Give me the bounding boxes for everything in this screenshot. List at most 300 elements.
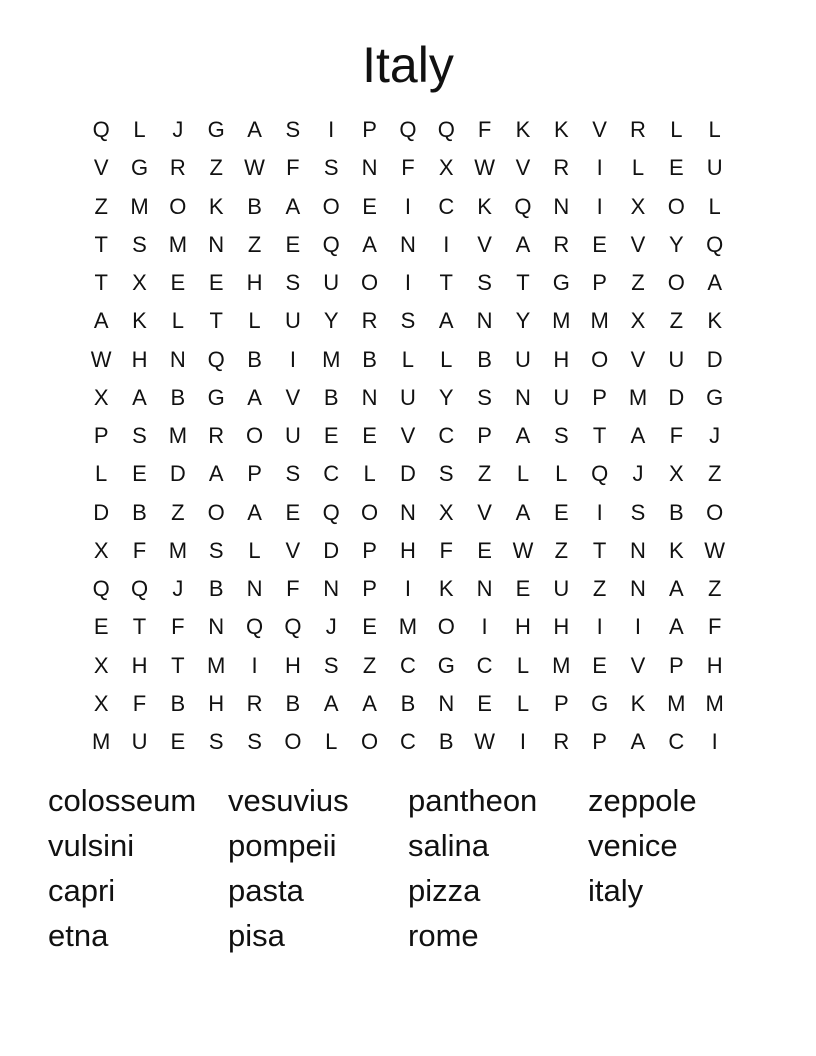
grid-letter: Z xyxy=(669,308,684,334)
grid-letter: Z xyxy=(707,576,722,602)
grid-letter: R xyxy=(553,231,570,257)
grid-letter: P xyxy=(668,652,684,678)
grid-letter: M xyxy=(398,614,418,640)
grid-letter: P xyxy=(592,729,607,755)
grid-letter: V xyxy=(592,117,607,143)
grid-row xyxy=(82,226,734,264)
word-list-item: rome xyxy=(408,918,479,953)
grid-letter: E xyxy=(362,193,377,219)
grid-letter: L xyxy=(708,193,721,219)
grid-letter: H xyxy=(515,614,531,640)
grid-letter: H xyxy=(131,346,148,372)
grid-letter: A xyxy=(438,308,454,334)
grid-letter: P xyxy=(592,270,607,296)
grid-letter: V xyxy=(93,155,109,181)
grid-letter: F xyxy=(439,537,453,563)
grid-letter: R xyxy=(169,155,186,181)
grid-row xyxy=(82,685,734,723)
word-list-item: colosseum xyxy=(48,783,197,818)
grid-letter: N xyxy=(169,346,186,372)
grid-letter: I xyxy=(443,231,450,257)
grid-letter: O xyxy=(361,729,379,755)
word-list-item: vesuvius xyxy=(228,783,349,818)
grid-letter: X xyxy=(630,308,646,334)
grid-letter: X xyxy=(668,461,684,487)
grid-letter: Y xyxy=(438,384,454,410)
grid-letter: I xyxy=(596,155,603,181)
grid-letter: N xyxy=(361,384,378,410)
grid-letter: N xyxy=(208,614,225,640)
grid-letter: A xyxy=(208,461,224,487)
grid-letter: U xyxy=(323,270,340,296)
grid-letter: J xyxy=(172,117,184,143)
grid-letter: P xyxy=(362,117,377,143)
grid-letter: D xyxy=(668,384,685,410)
grid-letter: P xyxy=(553,690,569,716)
grid-letter: U xyxy=(553,576,570,602)
grid-letter: W xyxy=(512,537,534,563)
grid-row xyxy=(82,379,734,417)
grid-row xyxy=(82,608,734,646)
grid-letter: W xyxy=(90,346,112,372)
grid-letter: S xyxy=(247,729,262,755)
grid-letter: L xyxy=(516,461,530,487)
grid-letter: E xyxy=(477,690,492,716)
grid-letter: E xyxy=(132,461,147,487)
grid-letter: A xyxy=(362,690,377,716)
grid-letter: U xyxy=(515,346,531,372)
grid-letter: I xyxy=(481,614,488,640)
grid-letter: Q xyxy=(706,231,724,257)
grid-letter: K xyxy=(707,308,723,334)
grid-letter: N xyxy=(208,231,225,257)
grid-letter: M xyxy=(168,231,188,257)
grid-letter: F xyxy=(132,537,147,563)
grid-letter: W xyxy=(474,155,495,181)
grid-letter: S xyxy=(323,155,339,181)
grid-row xyxy=(82,455,734,493)
grid-letter: N xyxy=(630,576,646,602)
grid-letter: K xyxy=(553,117,569,143)
grid-letter: M xyxy=(552,652,571,678)
grid-letter: S xyxy=(208,537,224,563)
grid-letter: H xyxy=(246,270,263,296)
grid-letter: V xyxy=(630,231,646,257)
grid-letter: L xyxy=(516,690,530,716)
grid-letter: G xyxy=(130,155,149,181)
grid-letter: T xyxy=(516,270,530,296)
grid-row xyxy=(82,570,734,608)
word-list-item: salina xyxy=(408,828,489,863)
grid-letter: D xyxy=(93,499,110,525)
grid-letter: A xyxy=(247,384,262,410)
grid-row xyxy=(82,417,734,455)
grid-letter: D xyxy=(323,537,340,563)
grid-row xyxy=(82,532,734,570)
grid-letter: B xyxy=(285,690,301,716)
grid-letter: I xyxy=(251,652,258,678)
grid-letter: B xyxy=(362,346,377,372)
grid-letter: N xyxy=(438,690,455,716)
grid-letter: U xyxy=(668,346,685,372)
grid-letter: Q xyxy=(92,576,110,602)
grid-letter: I xyxy=(596,499,603,525)
grid-letter: K xyxy=(132,308,147,334)
grid-letter: A xyxy=(132,384,147,410)
grid-letter: O xyxy=(437,614,455,640)
grid-letter: O xyxy=(667,193,685,219)
grid-letter: T xyxy=(171,652,185,678)
grid-letter: Z xyxy=(247,231,262,257)
grid-letter: B xyxy=(477,346,492,372)
grid-letter: H xyxy=(553,346,570,372)
grid-letter: C xyxy=(399,729,416,755)
grid-letter: U xyxy=(399,384,416,410)
grid-letter: C xyxy=(668,729,685,755)
grid-letter: H xyxy=(706,652,723,678)
grid-letter: Z xyxy=(554,537,569,563)
grid-letter: C xyxy=(438,193,455,219)
grid-letter: W xyxy=(704,537,726,563)
grid-letter: X xyxy=(93,537,109,563)
grid-letter: X xyxy=(438,499,454,525)
grid-letter: A xyxy=(630,729,646,755)
page-title: Italy xyxy=(362,37,454,93)
grid-letter: M xyxy=(705,690,724,716)
grid-letter: K xyxy=(668,537,684,563)
grid-letter: O xyxy=(361,270,379,296)
grid-letter: M xyxy=(92,729,111,755)
grid-letter: S xyxy=(400,308,416,334)
grid-letter: M xyxy=(552,308,571,334)
grid-letter: L xyxy=(325,729,338,755)
grid-letter: U xyxy=(284,423,301,449)
grid-letter: A xyxy=(707,270,723,296)
grid-letter: L xyxy=(248,308,261,334)
word-list-item: capri xyxy=(48,873,116,908)
grid-letter: Y xyxy=(515,308,531,334)
grid-letter: A xyxy=(515,499,531,525)
grid-letter: T xyxy=(209,308,223,334)
grid-letter: V xyxy=(285,384,301,410)
grid-letter: X xyxy=(93,690,109,716)
grid-letter: X xyxy=(93,384,109,410)
grid-letter: I xyxy=(404,193,411,219)
grid-letter: J xyxy=(325,614,337,640)
grid-letter: W xyxy=(244,155,265,181)
grid-letter: D xyxy=(706,346,723,372)
grid-letter: C xyxy=(323,461,340,487)
grid-letter: T xyxy=(439,270,453,296)
grid-letter: P xyxy=(362,537,377,563)
grid-letter: I xyxy=(289,346,296,372)
grid-letter: G xyxy=(552,270,570,296)
grid-letter: H xyxy=(284,652,301,678)
grid-letter: E xyxy=(668,155,684,181)
grid-letter: F xyxy=(286,155,300,181)
grid-letter: Q xyxy=(322,231,340,257)
word-list-item: venice xyxy=(588,828,678,863)
grid-letter: A xyxy=(630,423,646,449)
grid-letter: A xyxy=(247,499,262,525)
grid-letter: L xyxy=(631,155,645,181)
grid-letter: U xyxy=(553,384,570,410)
grid-letter: Z xyxy=(707,461,722,487)
grid-letter: E xyxy=(553,499,569,525)
grid-letter: E xyxy=(93,614,109,640)
word-list-item: vulsini xyxy=(48,828,135,863)
grid-row xyxy=(82,341,734,379)
grid-letter: B xyxy=(247,346,262,372)
grid-letter: C xyxy=(399,652,416,678)
grid-letter: B xyxy=(208,576,224,602)
grid-letter: S xyxy=(477,270,492,296)
grid-letter: D xyxy=(169,461,186,487)
grid-letter: L xyxy=(708,117,721,143)
grid-letter: G xyxy=(706,384,724,410)
word-list-item: zeppole xyxy=(588,783,697,818)
grid-letter: N xyxy=(630,537,646,563)
grid-letter: Z xyxy=(171,499,185,525)
grid-letter: V xyxy=(285,537,301,563)
grid-letter: Y xyxy=(668,231,684,257)
grid-letter: N xyxy=(361,155,378,181)
grid-letter: P xyxy=(592,384,607,410)
grid-letter: Z xyxy=(592,576,607,602)
grid-letter: N xyxy=(476,308,493,334)
grid-row xyxy=(82,723,734,761)
grid-letter: K xyxy=(438,576,454,602)
grid-letter: R xyxy=(553,155,570,181)
grid-letter: G xyxy=(207,117,225,143)
grid-row xyxy=(82,264,734,302)
grid-letter: F xyxy=(286,576,300,602)
grid-letter: E xyxy=(170,270,186,296)
grid-letter: B xyxy=(668,499,684,525)
grid-letter: M xyxy=(168,423,188,449)
grid-letter: M xyxy=(322,346,341,372)
grid-letter: P xyxy=(247,461,262,487)
grid-letter: S xyxy=(630,499,646,525)
grid-letter: J xyxy=(632,461,644,487)
grid-letter: O xyxy=(322,193,340,219)
grid-letter: I xyxy=(404,576,411,602)
grid-letter: U xyxy=(706,155,723,181)
grid-letter: S xyxy=(132,423,147,449)
grid-letter: I xyxy=(596,614,603,640)
grid-letter: N xyxy=(476,576,493,602)
grid-letter: M xyxy=(207,652,226,678)
grid-letter: M xyxy=(168,537,188,563)
grid-letter: O xyxy=(591,346,609,372)
grid-letter: L xyxy=(516,652,530,678)
grid-letter: B xyxy=(323,384,339,410)
grid-letter: X xyxy=(132,270,147,296)
grid-letter: U xyxy=(131,729,148,755)
grid-letter: Q xyxy=(399,117,417,143)
grid-letter: Z xyxy=(631,270,645,296)
grid-letter: R xyxy=(553,729,570,755)
grid-letter: X xyxy=(93,652,109,678)
grid-letter: G xyxy=(207,384,225,410)
grid-letter: S xyxy=(477,384,492,410)
grid-letter: A xyxy=(515,231,531,257)
grid-letter: R xyxy=(208,423,225,449)
grid-letter: L xyxy=(555,461,568,487)
grid-letter: E xyxy=(592,231,607,257)
grid-letter: E xyxy=(285,231,301,257)
grid-letter: P xyxy=(93,423,109,449)
grid-letter: Q xyxy=(514,193,532,219)
grid-letter: O xyxy=(706,499,724,525)
grid-letter: J xyxy=(709,423,721,449)
grid-letter: O xyxy=(245,423,264,449)
grid-letter: T xyxy=(592,537,607,563)
grid-letter: E xyxy=(592,652,607,678)
grid-letter: Q xyxy=(437,117,455,143)
grid-letter: S xyxy=(132,231,147,257)
word-list-item: italy xyxy=(588,873,644,908)
grid-letter: V xyxy=(630,652,646,678)
word-list-item: pompeii xyxy=(228,828,337,863)
grid-letter: N xyxy=(399,499,416,525)
grid-letter: G xyxy=(591,690,609,716)
grid-letter: F xyxy=(132,690,147,716)
grid-letter: D xyxy=(399,461,416,487)
grid-letter: Z xyxy=(362,652,377,678)
grid-letter: N xyxy=(246,576,263,602)
word-list-item: pizza xyxy=(408,873,481,908)
grid-letter: O xyxy=(361,499,379,525)
grid-letter: R xyxy=(630,117,646,143)
grid-letter: E xyxy=(515,576,531,602)
grid-letter: Q xyxy=(322,499,340,525)
grid-letter: Y xyxy=(323,308,339,334)
grid-letter: Z xyxy=(94,193,108,219)
grid-letter: C xyxy=(476,652,493,678)
grid-letter: M xyxy=(590,308,609,334)
word-list-item: pantheon xyxy=(408,783,538,818)
grid-letter: Q xyxy=(591,461,609,487)
grid-letter: I xyxy=(519,729,527,755)
grid-letter: A xyxy=(668,576,684,602)
grid-letter: Q xyxy=(207,346,225,372)
grid-letter: R xyxy=(361,308,378,334)
grid-row xyxy=(82,302,734,340)
grid-letter: S xyxy=(285,270,301,296)
grid-letter: A xyxy=(323,690,339,716)
grid-row xyxy=(82,111,734,149)
grid-letter: E xyxy=(285,499,301,525)
grid-letter: M xyxy=(130,193,149,219)
grid-row xyxy=(82,494,734,532)
grid-letter: R xyxy=(246,690,263,716)
grid-letter: S xyxy=(553,423,569,449)
grid-letter: L xyxy=(133,117,146,143)
grid-letter: V xyxy=(477,499,492,525)
grid-letter: L xyxy=(363,461,376,487)
grid-letter: I xyxy=(634,614,642,640)
grid-letter: L xyxy=(95,461,108,487)
grid-letter: V xyxy=(400,423,416,449)
word-list xyxy=(48,778,768,958)
grid-letter: V xyxy=(630,346,646,372)
grid-row xyxy=(82,188,734,226)
grid-letter: I xyxy=(328,117,335,143)
grid-letter: K xyxy=(630,690,646,716)
grid-letter: K xyxy=(515,117,531,143)
grid-letter: L xyxy=(171,308,184,334)
grid-letter: B xyxy=(247,193,262,219)
grid-letter: F xyxy=(477,117,492,143)
grid-letter: Z xyxy=(477,461,492,487)
grid-letter: E xyxy=(170,729,186,755)
word-search-grid xyxy=(82,111,734,761)
grid-letter: S xyxy=(285,461,301,487)
grid-letter: I xyxy=(404,270,411,296)
grid-letter: Q xyxy=(92,117,110,143)
grid-letter: B xyxy=(132,499,147,525)
word-list-item: pisa xyxy=(228,918,285,953)
grid-letter: F xyxy=(171,614,185,640)
grid-letter: F xyxy=(401,155,415,181)
grid-letter: T xyxy=(94,270,108,296)
grid-letter: O xyxy=(207,499,225,525)
grid-letter: T xyxy=(132,614,147,640)
grid-letter: V xyxy=(477,231,492,257)
grid-letter: B xyxy=(170,690,186,716)
grid-letter: H xyxy=(131,652,148,678)
grid-letter: M xyxy=(628,384,648,410)
grid-letter: V xyxy=(515,155,531,181)
grid-letter: H xyxy=(399,537,416,563)
grid-letter: B xyxy=(400,690,416,716)
grid-letter: S xyxy=(285,117,301,143)
grid-row xyxy=(82,149,734,187)
grid-letter: H xyxy=(208,690,225,716)
grid-letter: T xyxy=(592,423,607,449)
grid-letter: S xyxy=(208,729,224,755)
grid-letter: N xyxy=(515,384,531,410)
grid-letter: X xyxy=(438,155,454,181)
grid-letter: A xyxy=(93,308,109,334)
word-list-item: etna xyxy=(48,918,109,953)
grid-letter: Q xyxy=(284,614,302,640)
grid-letter: E xyxy=(362,614,377,640)
grid-letter: N xyxy=(399,231,416,257)
grid-letter: K xyxy=(208,193,224,219)
grid-letter: A xyxy=(247,117,262,143)
grid-letter: X xyxy=(630,193,646,219)
grid-letter: O xyxy=(284,729,302,755)
grid-letter: K xyxy=(477,193,492,219)
grid-row xyxy=(82,647,734,685)
grid-letter: A xyxy=(362,231,377,257)
grid-letter: L xyxy=(248,537,261,563)
grid-letter: Z xyxy=(209,155,223,181)
grid-letter: N xyxy=(553,193,570,219)
grid-letter: H xyxy=(553,614,570,640)
grid-letter: S xyxy=(438,461,454,487)
grid-letter: O xyxy=(667,270,685,296)
word-list-item: pasta xyxy=(228,873,304,908)
grid-letter: S xyxy=(323,652,339,678)
grid-letter: L xyxy=(440,346,453,372)
grid-letter: I xyxy=(596,193,603,219)
grid-letter: E xyxy=(323,423,339,449)
grid-letter: F xyxy=(707,614,722,640)
grid-letter: M xyxy=(667,690,686,716)
